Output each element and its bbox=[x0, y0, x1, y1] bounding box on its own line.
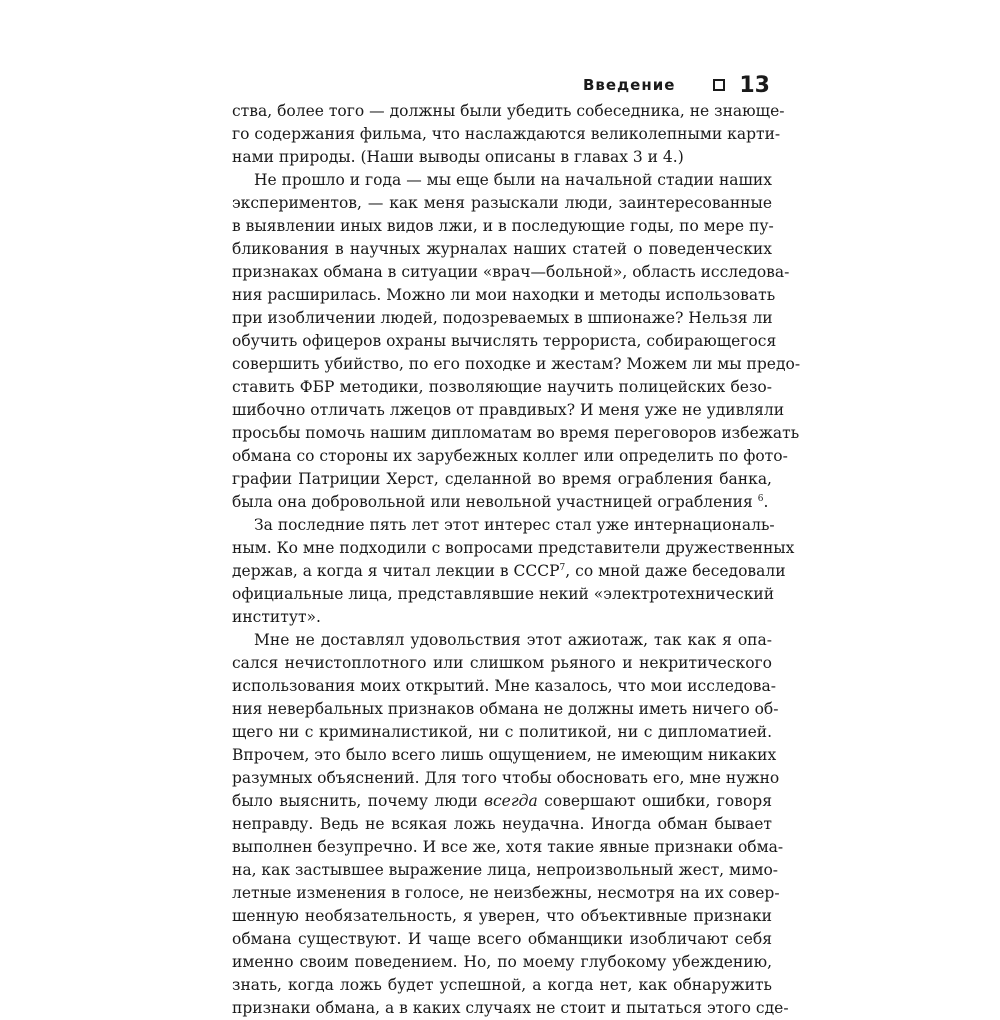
text-line: экспериментов, — как меня разыскали люди, заинтересованные bbox=[232, 194, 772, 212]
text-line: ния невербальных признаков обмана не должны иметь ничего об- bbox=[232, 700, 779, 718]
text-segment: . bbox=[763, 493, 769, 511]
text-line: на, как застывшее выражение лица, непроизвольный жест, мимо- bbox=[232, 861, 779, 879]
text-line: в выявлении иных видов лжи, и в последующие годы, по мере пу- bbox=[232, 217, 774, 235]
text-line: обучить офицеров охраны вычислять террориста, собирающегося bbox=[232, 332, 777, 350]
text-segment: совершают ошибки, говоря bbox=[537, 792, 772, 810]
text-line: именно своим поведением. Но, по моему глубокому убеждению, bbox=[232, 953, 772, 971]
text-line: Впрочем, это было всего лишь ощущением, не имеющим никаких bbox=[232, 746, 777, 764]
text-line: признаки обмана, а в каких случаях не стоит и пытаться этого сде- bbox=[232, 999, 789, 1017]
text-line: просьбы помочь нашим дипломатам во время переговоров избежать bbox=[232, 424, 800, 442]
text-line: За последние пять лет этот интерес стал уже интернациональ- bbox=[254, 516, 775, 534]
text-line: бликования в научных журналах наших статей о поведенческих bbox=[232, 240, 772, 258]
text-segment: , со мной даже беседовали bbox=[565, 562, 786, 580]
text-line: совершить убийство, по его походке и жестам? Можем ли мы предо- bbox=[232, 355, 801, 373]
text-line: сался нечистоплотного или слишком рьяного и некритического bbox=[232, 654, 772, 672]
text-line: разумных объяснений. Для того чтобы обосновать его, мне нужно bbox=[232, 769, 780, 787]
text-segment: держав, а когда я читал лекции в СССР bbox=[232, 562, 560, 580]
text-line: неправду. Ведь не всякая ложь неудачна. Иногда обман бывает bbox=[232, 815, 772, 833]
page-number: 13 bbox=[739, 72, 770, 98]
text-line: шибочно отличать лжецов от правдивых? И меня уже не удивляли bbox=[232, 401, 785, 419]
footnote-marker[interactable]: 7 bbox=[559, 563, 566, 573]
text-line: официальные лица, представлявшие некий «электротехнический bbox=[232, 585, 775, 603]
text-line: выполнен безупречно. И все же, хотя такие явные признаки обма- bbox=[232, 838, 784, 856]
text-segment: была она добровольной или невольной участницей ограбления bbox=[232, 493, 753, 511]
paragraph-1 bbox=[232, 100, 785, 169]
text-line: обмана со стороны их зарубежных коллег или определить по фото- bbox=[232, 447, 788, 465]
text-line: летные изменения в голосе, не неизбежны, несмотря на их совер- bbox=[232, 884, 780, 902]
text-line: щего ни с криминалистикой, ни с политикой, ни с дипломатией. bbox=[232, 723, 772, 741]
text-line: ным. Ко мне подходили с вопросами представители дружественных bbox=[232, 539, 795, 557]
running-head bbox=[560, 70, 770, 100]
text-line bbox=[232, 491, 772, 514]
paragraph-3 bbox=[232, 514, 795, 629]
square-outline-icon bbox=[713, 79, 725, 91]
body-text bbox=[232, 100, 801, 1020]
text-line: Мне не доставлял удовольствия этот ажиотаж, так как я опа- bbox=[254, 631, 772, 649]
text-line: знать, когда ложь будет успешной, а когда нет, как обнаружить bbox=[232, 976, 772, 994]
section-title: Введение bbox=[582, 76, 676, 94]
text-line: при изобличении людей, подозреваемых в шпионаже? Нельзя ли bbox=[232, 309, 773, 327]
text-line: нами природы. (Наши выводы описаны в главах 3 и 4.) bbox=[232, 148, 684, 166]
text-segment: было выяснить, почему люди bbox=[232, 792, 484, 810]
text-line: ства, более того — должны были убедить собеседника, не знающе- bbox=[232, 102, 785, 120]
text-line: обмана существуют. И чаще всего обманщики изобличают себя bbox=[232, 930, 772, 948]
footnote-marker[interactable]: 6 bbox=[757, 494, 764, 504]
text-line bbox=[232, 790, 772, 813]
text-line: графии Патриции Херст, сделанной во время ограбления банка, bbox=[232, 470, 772, 488]
emphasized-word: всегда bbox=[483, 792, 538, 810]
text-line: использования моих открытий. Мне казалось, что мои исследова- bbox=[232, 677, 777, 695]
text-line bbox=[232, 560, 786, 583]
text-line: Не прошло и года — мы еще были на начальной стадии наших bbox=[254, 171, 772, 189]
paragraph-2 bbox=[232, 169, 801, 514]
text-line: признаках обмана в ситуации «врач—больной», область исследова- bbox=[232, 263, 790, 281]
text-line: институт». bbox=[232, 608, 321, 626]
text-line: ставить ФБР методики, позволяющие научить полицейских безо- bbox=[232, 378, 772, 396]
text-line: шенную необязательность, я уверен, что объективные признаки bbox=[232, 907, 772, 925]
text-line: ния расширилась. Можно ли мои находки и методы использовать bbox=[232, 286, 776, 304]
text-line: го содержания фильма, что наслаждаются великолепными карти- bbox=[232, 125, 781, 143]
paragraph-4 bbox=[232, 629, 789, 1020]
